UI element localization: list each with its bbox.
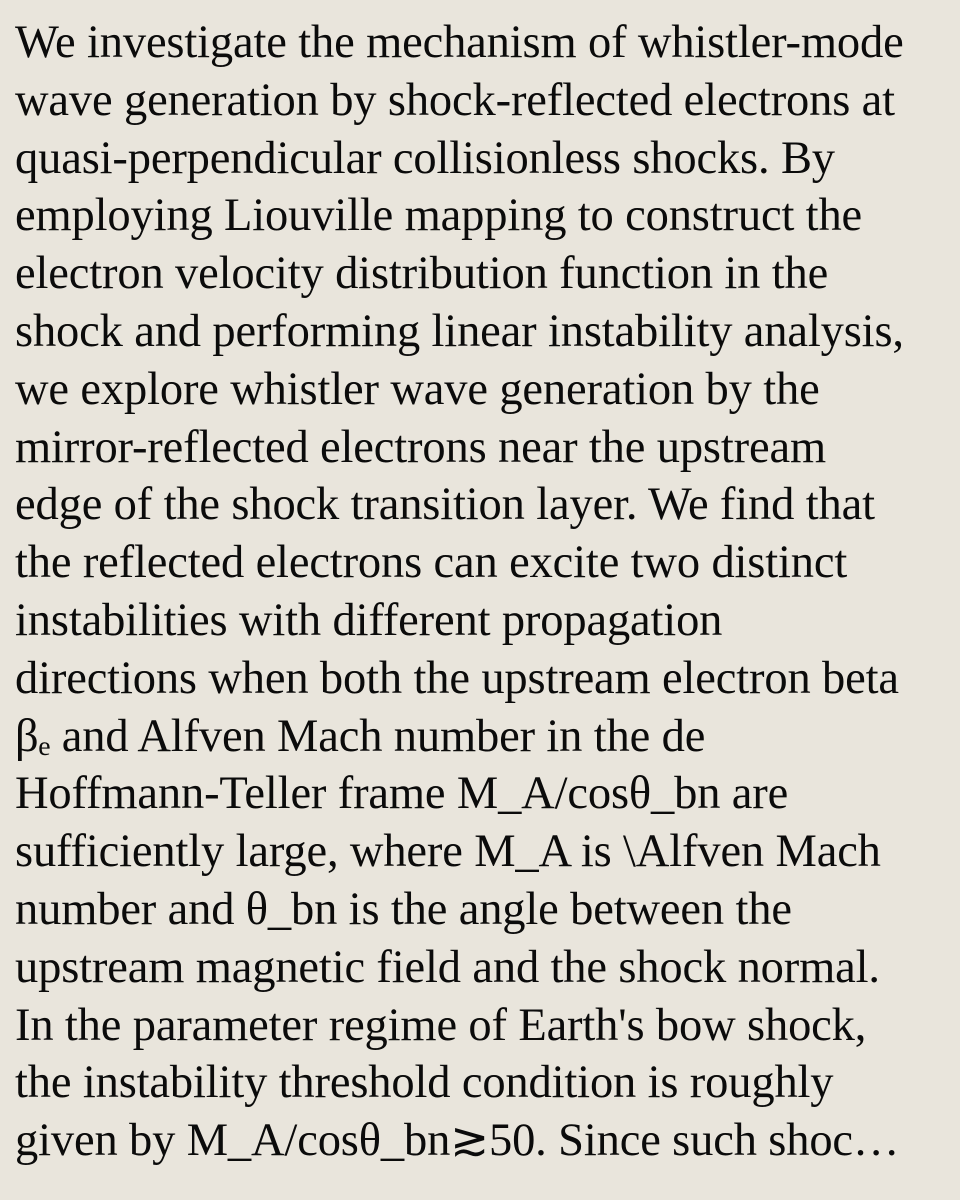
text-line: Hoffmann-Teller frame M_A/cosθ_bn are — [15, 768, 789, 820]
text-line: number and θ_bn is the angle between the — [15, 883, 792, 935]
text-line: upstream magnetic field and the shock normal. — [15, 941, 880, 993]
text-line: We investigate the mechanism of whistler-mode — [15, 17, 904, 68]
text-line: In the parameter regime of Earth's bow shock, — [15, 999, 867, 1051]
text-line: βₑ and Alfven Mach number in the de — [15, 710, 706, 762]
text-line: the instability threshold condition is roughly — [15, 1057, 834, 1109]
text-line: we explore whistler wave generation by the — [15, 363, 820, 415]
text-line: edge of the shock transition layer. We find that — [15, 479, 875, 531]
text-line: given by M_A/cosθ_bn≳50. Since such shoc… — [15, 1115, 900, 1167]
text-line: quasi-perpendicular collisionless shocks. By — [15, 132, 835, 184]
text-line: wave generation by shock-reflected electrons at — [15, 74, 895, 126]
text-line: electron velocity distribution function in the — [15, 248, 829, 300]
text-line: instabilities with different propagation — [15, 594, 723, 646]
abstract-text — [15, 14, 950, 1170]
text-line: the reflected electrons can excite two distinct — [15, 537, 848, 589]
text-line: mirror-reflected electrons near the upstream — [15, 421, 826, 473]
text-line: shock and performing linear instability analysis, — [15, 305, 904, 357]
text-line: directions when both the upstream electron beta — [15, 652, 899, 704]
text-line: employing Liouville mapping to construct the — [15, 190, 863, 242]
text-line: sufficiently large, where M_A is \Alfven Mach — [15, 826, 881, 878]
